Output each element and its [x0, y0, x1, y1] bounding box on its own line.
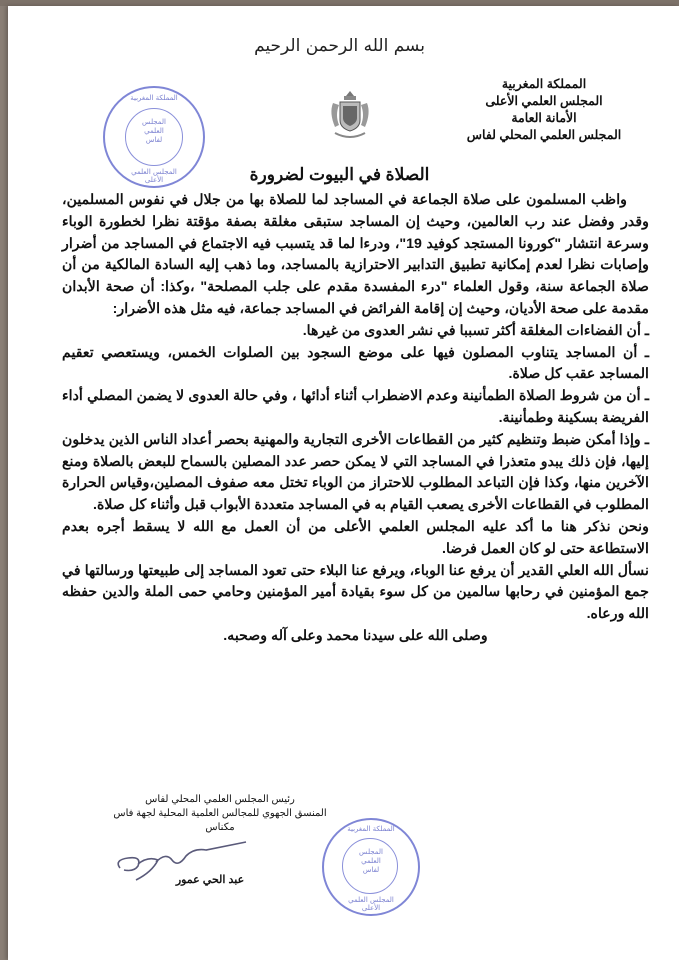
stamp-inner-text: المجلس العلمي لفاس [142, 118, 166, 144]
header-line-supreme-council: المجلس العلمي الأعلى [485, 94, 603, 108]
signatory-title [100, 793, 340, 835]
header-line-kingdom: المملكة المغربية [501, 77, 587, 91]
document-body [62, 190, 649, 648]
signatory-name: عبد الحي عمور [175, 874, 245, 886]
bullet-tranquility: ـ أن من شروط الصلاة الطمأنينة وعدم الاضطراب أثناء أدائها ، وفي حالة العدوى لا يضمن المصلي أداء الفريضة بسكينة وطمأنينة. [62, 388, 649, 426]
closing-line: وصلى الله على سيدنا محمد وعلى آله وصحبه. [223, 627, 488, 644]
bullet-closed-spaces: ـ أن الفضاءات المغلقة أكثر تسببا في نشر العدوى من غيرها. [302, 322, 649, 339]
stamp-outer-text: المملكة المغربية [347, 825, 395, 833]
stamp-outer-text: المملكة المغربية [130, 94, 178, 102]
stamp-bottom-text: المجلس العلمي الأعلى [131, 168, 177, 184]
bullet-crowd-control: ـ وإذا أمكن ضبط وتنظيم كثير من القطاعات الأخرى التجارية والمهنية بحصر أعداد الناس الذين يدخلون إليها، فإن ذلك يبدو متعذرا في المساجد التي لا يمكن حصر عدد المصلين بالسماح للبعض بالصلاة ومنع الآخرين منها، وكذا فإن التباعد المطلوب للاحتراز من الوباء تختل معه صفوف المصلين،وقياس الحرارة المطلوب في القطاعات الأخرى يصعب القيام به في المساجد متعددة الأبواب قبل وأثناء كل صلاة. [62, 431, 649, 514]
signatory-title-line-2: المنسق الجهوي للمجالس العلمية المحلية لجهة فاس مكناس [113, 808, 327, 833]
paragraph-reminder: ونحن نذكر هنا ما أكد عليه المجلس العلمي الأعلى من أن العمل مع الله لا يسقط أجره بعدم الاستطاعة حتى لو كان العمل فرضا. [62, 518, 649, 557]
paragraph-prayer: نسأل الله العلي القدير أن يرفع عنا الوباء، ويرفع عنا البلاء حتى تعود المساجد إلى طبيعتها ورسالتها في جمع المؤمنين في رحابها سالمين من كل سوء بقيادة أمير المؤمنين وحامي حمى الملة والدين حفظه الله ورعاه. [62, 562, 649, 623]
issuer-header [449, 76, 639, 144]
paragraph-intro: واظب المسلمون على صلاة الجماعة في المساجد لما للصلاة بها من جلال في نفوس المسلمين، وقدر وفضل عند رب العالمين، وحيث إن المساجد ستبقى مغلقة بصفة مؤقتة نظرا لخطورة الوباء وسرعة انتشار "كورونا المستجد كوفيد 19"، ودرءا لما قد يتسبب فيه الاجتماع في المساجد من أضرار وإصابات نظرا لعدم إمكانية تطبيق التدابير الاحترازية بالمساجد، وما ذهب إليه السادة المالكية من أن صلاة الجماعة سنة، وقول العلماء "درء المفسدة مقدم على جلب المصلحة" ،وكذا: أن صحة الأبدان مقدمة على صحة الأديان، وحيث إن إقامة الفرائض في المساجد جماعة، فيه مثل هذه الأضرار: [62, 192, 649, 317]
bullet-prostration-place: ـ أن المساجد يتناوب المصلون فيها على موضع السجود بين الصلوات الخمس، ويستعصي تعقيم المساجد عقب كل صلاة. [62, 344, 649, 383]
header-line-secretariat: الأمانة العامة [511, 111, 577, 125]
basmala: بسم الله الرحمن الرحيم [254, 36, 425, 56]
official-stamp-bottom [322, 818, 420, 916]
stamp-bottom-text: المجلس العلمي الأعلى [348, 896, 394, 912]
document-title: الصلاة في البيوت لضرورة [249, 165, 430, 184]
signatory-title-line-1: رئيس المجلس العلمي المحلي لفاس [145, 794, 295, 805]
coat-of-arms-icon [327, 89, 373, 141]
header-line-local-council: المجلس العلمي المحلي لفاس [466, 128, 622, 142]
stamp-inner-text: المجلس العلمي لفاس [359, 848, 383, 874]
